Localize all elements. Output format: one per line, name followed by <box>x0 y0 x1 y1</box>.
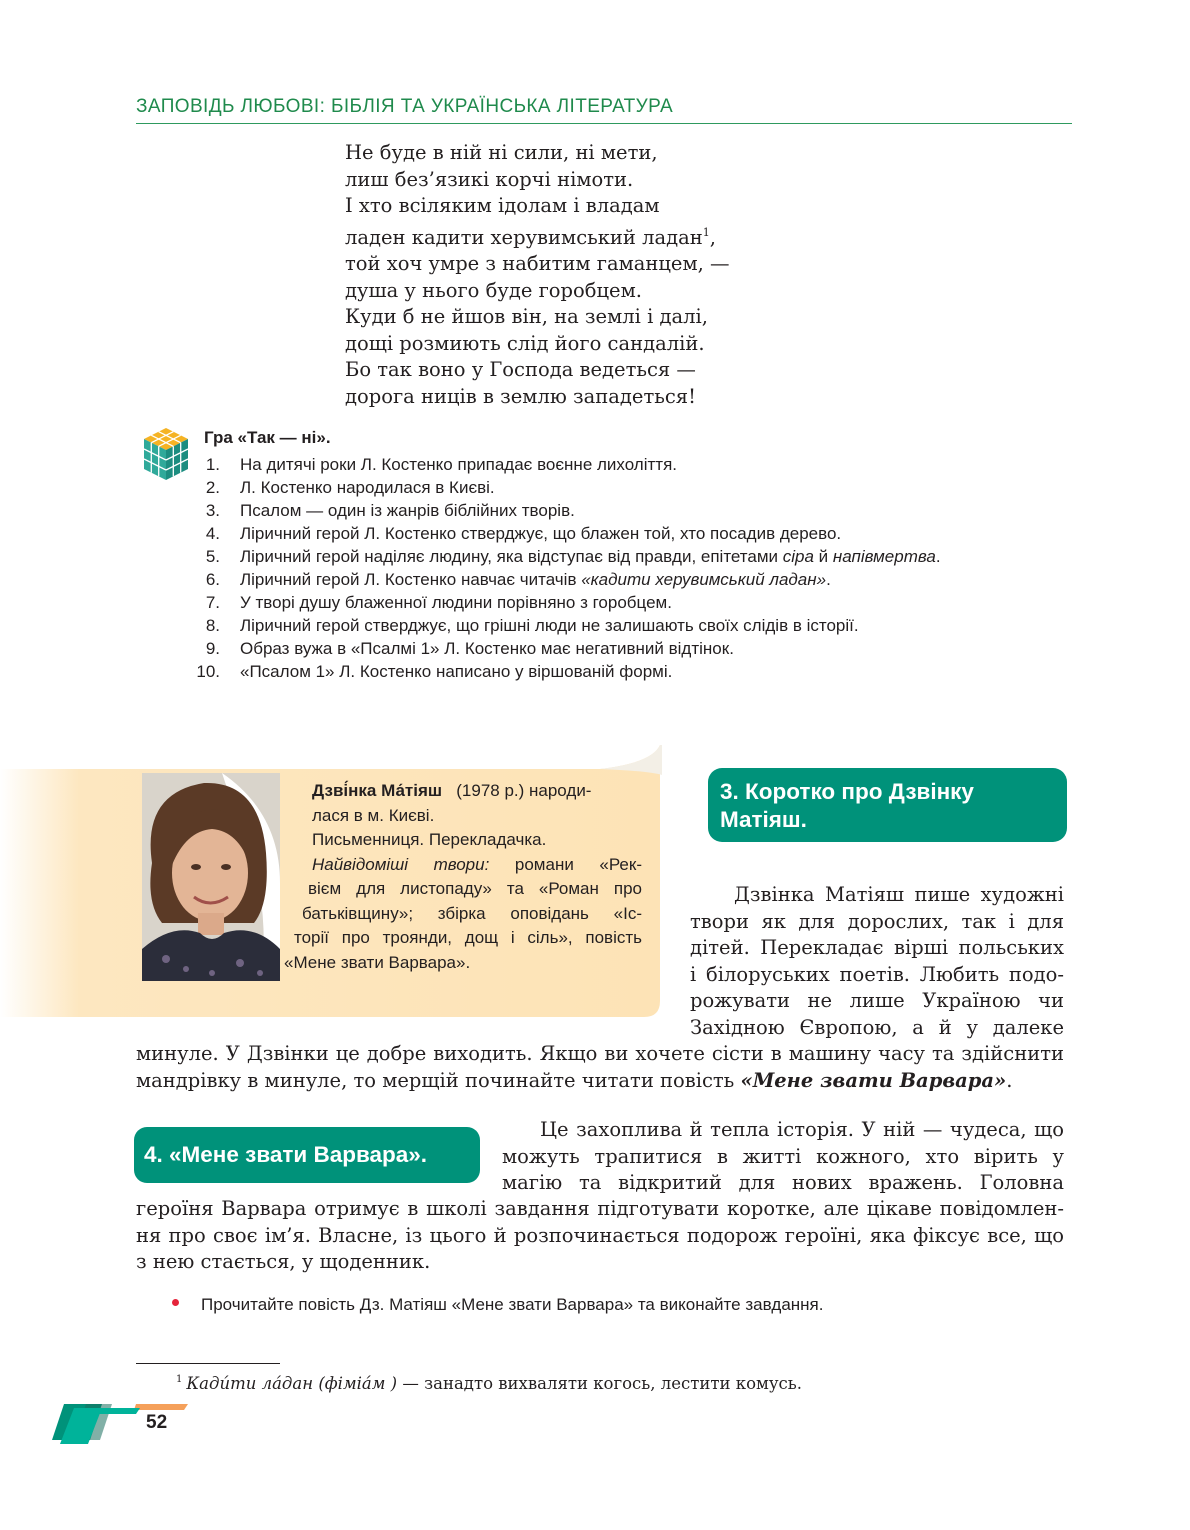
bio-line: «Мене звати Варвара». <box>284 952 471 972</box>
list-item <box>190 637 941 660</box>
bio-line <box>284 779 642 804</box>
paragraph-text-part: мандрівку в минуле, то мерщій починайте читати повість <box>136 1068 741 1092</box>
poem-line: І хто всіляким ідолам і владам <box>345 194 660 217</box>
item-number: 9. <box>205 639 220 658</box>
list-item <box>190 660 941 683</box>
item-text-part: й <box>813 547 833 566</box>
footnote-divider <box>136 1363 280 1364</box>
task-text: Прочитайте повість Дз. Матіяш «Мене звати Варвара» та виконайте завдання. <box>201 1295 824 1314</box>
paragraph-line: героїня Варвара отримує в школі завдання підготувати коротке, але цікаве повідомлен- <box>136 1197 1064 1220</box>
bio-line: торії про троянди, дощ і сіль», повість <box>294 928 642 947</box>
poem-line: той хоч умре з набитим гаманцем, — <box>345 252 730 275</box>
item-number: 2. <box>205 478 220 497</box>
poem-line-text: ладен кадити херувимський ладан <box>345 225 703 249</box>
item-text: Образ вужа в «Псалмі 1» Л. Костенко має негативний відтінок. <box>240 639 734 658</box>
footnote <box>176 1374 802 1393</box>
item-text: Ліричний герой Л. Костенко стверджує, що блажен той, хто посадив дерево. <box>240 524 842 543</box>
poem-line: Бо так воно у Господа ведеться — <box>345 358 696 381</box>
section-3-paragraph <box>690 882 1064 1041</box>
poem-line: Куди б не йшов він, на землі і далі, <box>345 305 708 328</box>
list-item <box>190 476 941 499</box>
paragraph-line: магію та відкритий для нових вражень. Головна <box>502 1171 1064 1194</box>
bullet-icon <box>172 1299 179 1306</box>
running-header-title: ЗАПОВІДЬ ЛЮБОВІ: БІБЛІЯ ТА УКРАЇНСЬКА ЛІТЕРАТУРА <box>136 96 674 117</box>
page-number: 52 <box>146 1412 168 1433</box>
poem-line: дощі розмиють слід його сандалій. <box>345 331 705 355</box>
paragraph-line: і білоруських поетів. Любить подо- <box>690 962 1064 986</box>
bio-line: лася в м. Києві. <box>312 805 435 825</box>
poem-line <box>345 220 730 252</box>
paragraph-line: ня про своє ім’я. Власне, із цього й розпочинається подорож героїні, яка фіксує все, що <box>136 1223 1064 1247</box>
item-number: 8. <box>205 616 220 635</box>
list-item <box>190 545 941 568</box>
paragraph-line: твори як для дорослих, так і для <box>690 909 1064 933</box>
item-number: 7. <box>205 593 220 612</box>
works-label: Найвідоміші твори: <box>312 854 490 874</box>
footnote-term: Кади́ти ла́дан (фіміа́м ) <box>186 1374 398 1393</box>
bio-line: Письменниця. Перекладачка. <box>312 830 547 849</box>
task-item <box>172 1295 823 1315</box>
book-title: «Мене звати Варвара» <box>740 1068 1007 1092</box>
list-item <box>190 568 941 591</box>
paragraph-line: можуть трапитися в житті кожного, хто вірить у <box>502 1144 1064 1168</box>
item-text-italic: напівмертва <box>832 547 936 566</box>
item-number: 10. <box>196 662 220 681</box>
item-text <box>240 568 831 591</box>
item-text: Ліричний герой стверджує, що грішні люди не залишають своїх слідів в історії. <box>240 616 859 635</box>
author-photo <box>142 773 280 981</box>
rubik-cube-icon <box>142 426 190 482</box>
item-number: 1. <box>205 455 220 474</box>
section-3-paragraph-cont <box>136 1041 1064 1094</box>
section-3-heading <box>708 768 1067 842</box>
list-item <box>190 499 941 522</box>
item-text-part: . <box>935 547 941 566</box>
item-text-part: . <box>826 570 831 589</box>
bio-line <box>312 853 642 878</box>
game-question-list <box>190 453 941 683</box>
paragraph-line <box>136 1068 1064 1095</box>
paragraph-text-part: . <box>1006 1068 1013 1092</box>
bio-line: вієм для листопаду» та «Роман про <box>308 879 642 898</box>
footnote-mark: 1 <box>702 225 710 239</box>
paragraph-line: з нею стається, у щоденник. <box>136 1250 431 1273</box>
paragraph-line: Західною Європою, а й у далеке <box>690 1015 1064 1039</box>
poem-line: лиш без’язикі корчі німоти. <box>345 167 634 191</box>
item-text: «Псалом 1» Л. Костенко написано у віршованій формі. <box>240 662 673 681</box>
section-4-paragraph <box>502 1117 1064 1197</box>
item-text: Л. Костенко народилася в Києві. <box>240 478 495 497</box>
paragraph-line: Дзвінка Матіяш пише художні <box>734 883 1064 906</box>
paragraph-line: дітей. Перекладає вірші польських <box>690 936 1064 959</box>
poem <box>345 140 730 410</box>
section-3-title-line: Матіяш. <box>720 807 807 832</box>
paragraph-line: рожувати не лише Україною чи <box>690 989 1064 1012</box>
bio-line: батьківщину»; збірка оповідань «Іс- <box>302 903 642 923</box>
item-text: На дитячі роки Л. Костенко припадає воєнне лихоліття. <box>240 455 678 474</box>
bio-years: (1978 р.) народи- <box>456 781 592 800</box>
section-4-heading: 4. «Мене звати Варвара». <box>134 1127 480 1183</box>
poem-line-tail: , <box>709 225 716 249</box>
item-text-part: Ліричний герой наділяє людину, яка відступає від правди, епітетами <box>240 547 783 566</box>
item-number: 3. <box>205 501 220 520</box>
poem-line: дорога ниців в землю западеться! <box>345 384 696 408</box>
item-number: 6. <box>205 570 220 589</box>
list-item <box>190 453 941 476</box>
item-text-part: Ліричний герой Л. Костенко навчає читачів <box>240 570 582 589</box>
page-corner-logo-lower <box>60 1408 140 1444</box>
game-title: Гра «Так — ні». <box>204 428 331 447</box>
item-text: У творі душу блаженної людини порівняно з горобцем. <box>240 593 672 612</box>
item-text <box>240 545 941 568</box>
list-item <box>190 614 941 637</box>
author-bio <box>284 779 642 975</box>
poem-line: душа у нього буде горобцем. <box>345 278 642 302</box>
footnote-definition: — занадто вихваляти когось, лестити комусь. <box>397 1374 803 1393</box>
author-name: Дзві́нка Ма́тіяш <box>312 781 443 800</box>
list-item <box>190 591 941 614</box>
paragraph-line: Це захоплива й тепла історія. У ній — чудеса, що <box>540 1118 1064 1141</box>
paragraph-line: минуле. У Дзвінки це добре виходить. Якщо ви хочете сісти в машину часу та здійснити <box>136 1042 1064 1065</box>
item-number: 4. <box>205 524 220 543</box>
item-text-italic: сіра <box>782 547 814 566</box>
bio-text-part: романи «Рек- <box>514 854 642 874</box>
item-text-italic: «кадити херувимський ладан» <box>581 570 827 589</box>
footnote-number: 1 <box>176 1374 183 1385</box>
section-4-paragraph-cont <box>136 1196 1064 1276</box>
section-3-title-line: 3. Коротко про Дзвінку <box>720 779 974 804</box>
poem-line: Не буде в ній ні сили, ні мети, <box>345 141 658 164</box>
running-header <box>136 96 1072 124</box>
item-number: 5. <box>205 547 220 566</box>
item-text: Псалом — один із жанрів біблійних творів. <box>240 501 575 520</box>
list-item <box>190 522 941 545</box>
